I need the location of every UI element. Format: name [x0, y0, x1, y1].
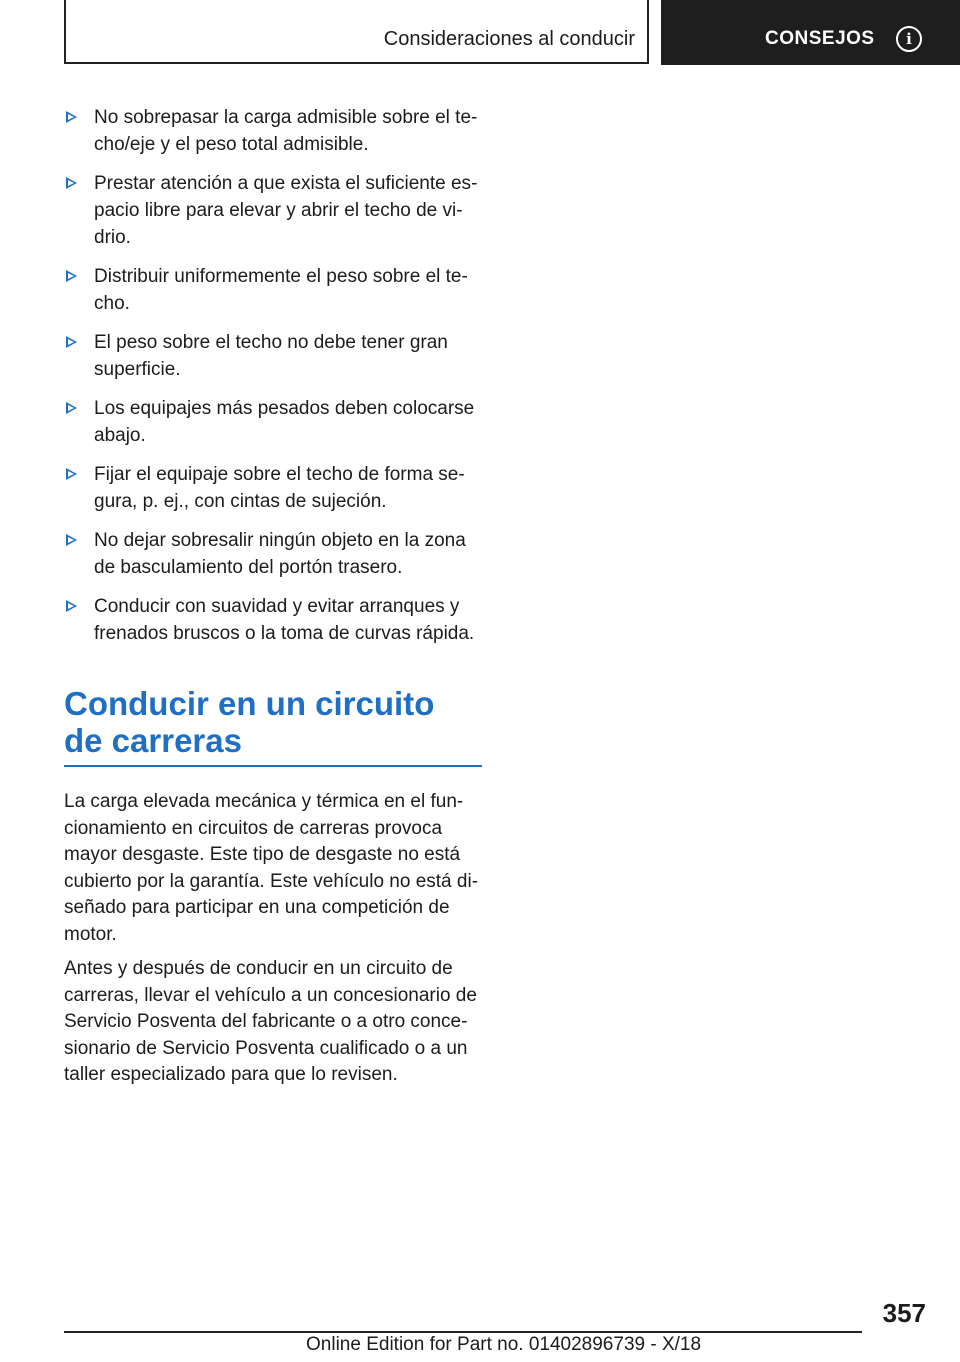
list-item — [64, 329, 482, 383]
section-paragraph: Antes y después de conducir en un circuito de carreras, llevar el vehículo a un concesionario de Servicio Posventa del fabricante o a otro concesionario de Servicio Posventa cualificado o a un taller especializado para que lo revisen. — [64, 958, 477, 1085]
main-content — [64, 104, 482, 1089]
bullet-list — [64, 104, 482, 647]
header-section-tab — [661, 0, 960, 65]
list-item-text: Los equipajes más pesados deben colocarse abajo. — [94, 398, 475, 446]
list-item — [64, 593, 482, 647]
section-paragraph: La carga elevada mecánica y térmica en el funcionamiento en circuitos de carreras provoca mayor desgaste. Este tipo de desgaste no está cubierto por la garantía. Este vehículo no está diseñado para participar en una competición de motor. — [64, 791, 479, 945]
triangle-bullet-icon — [66, 600, 77, 612]
list-item — [64, 461, 482, 515]
header-title-box — [64, 0, 649, 64]
section-title: Conducir en un circuito de carreras — [64, 685, 482, 767]
list-item — [64, 263, 482, 317]
list-item-text: Distribuir uniformemente el peso sobre el techo. — [94, 266, 468, 314]
triangle-bullet-icon — [66, 468, 77, 480]
info-icon: i — [896, 26, 922, 52]
list-item-text: No sobrepasar la carga admisible sobre el techo/eje y el peso total admisible. — [94, 107, 478, 155]
header-title: Consideraciones al conducir — [383, 28, 635, 50]
list-item-text: El peso sobre el techo no debe tener gran superficie. — [94, 332, 448, 380]
triangle-bullet-icon — [66, 111, 77, 123]
triangle-bullet-icon — [66, 336, 77, 348]
footer-divider — [64, 1331, 862, 1333]
page-number: 357 — [882, 1298, 926, 1328]
triangle-bullet-icon — [66, 270, 77, 282]
list-item — [64, 104, 482, 158]
list-item-text: Fijar el equipaje sobre el techo de forma segura, p. ej., con cintas de sujeción. — [94, 464, 465, 512]
list-item-text: No dejar sobresalir ningún objeto en la zona de basculamiento del portón trasero. — [94, 530, 466, 578]
triangle-bullet-icon — [66, 534, 77, 546]
list-item-text: Prestar atención a que exista el suficiente espacio libre para elevar y abrir el techo de vidrio. — [94, 173, 478, 248]
list-item — [64, 527, 482, 581]
list-item — [64, 170, 482, 251]
triangle-bullet-icon — [66, 402, 77, 414]
footer-edition-text: Online Edition for Part no. 01402896739 - X/18 — [306, 1334, 702, 1355]
triangle-bullet-icon — [66, 177, 77, 189]
header-section-label: CONSEJOS — [765, 28, 875, 49]
list-item — [64, 395, 482, 449]
list-item-text: Conducir con suavidad y evitar arranques y frenados bruscos o la toma de curvas rápida. — [94, 596, 475, 644]
